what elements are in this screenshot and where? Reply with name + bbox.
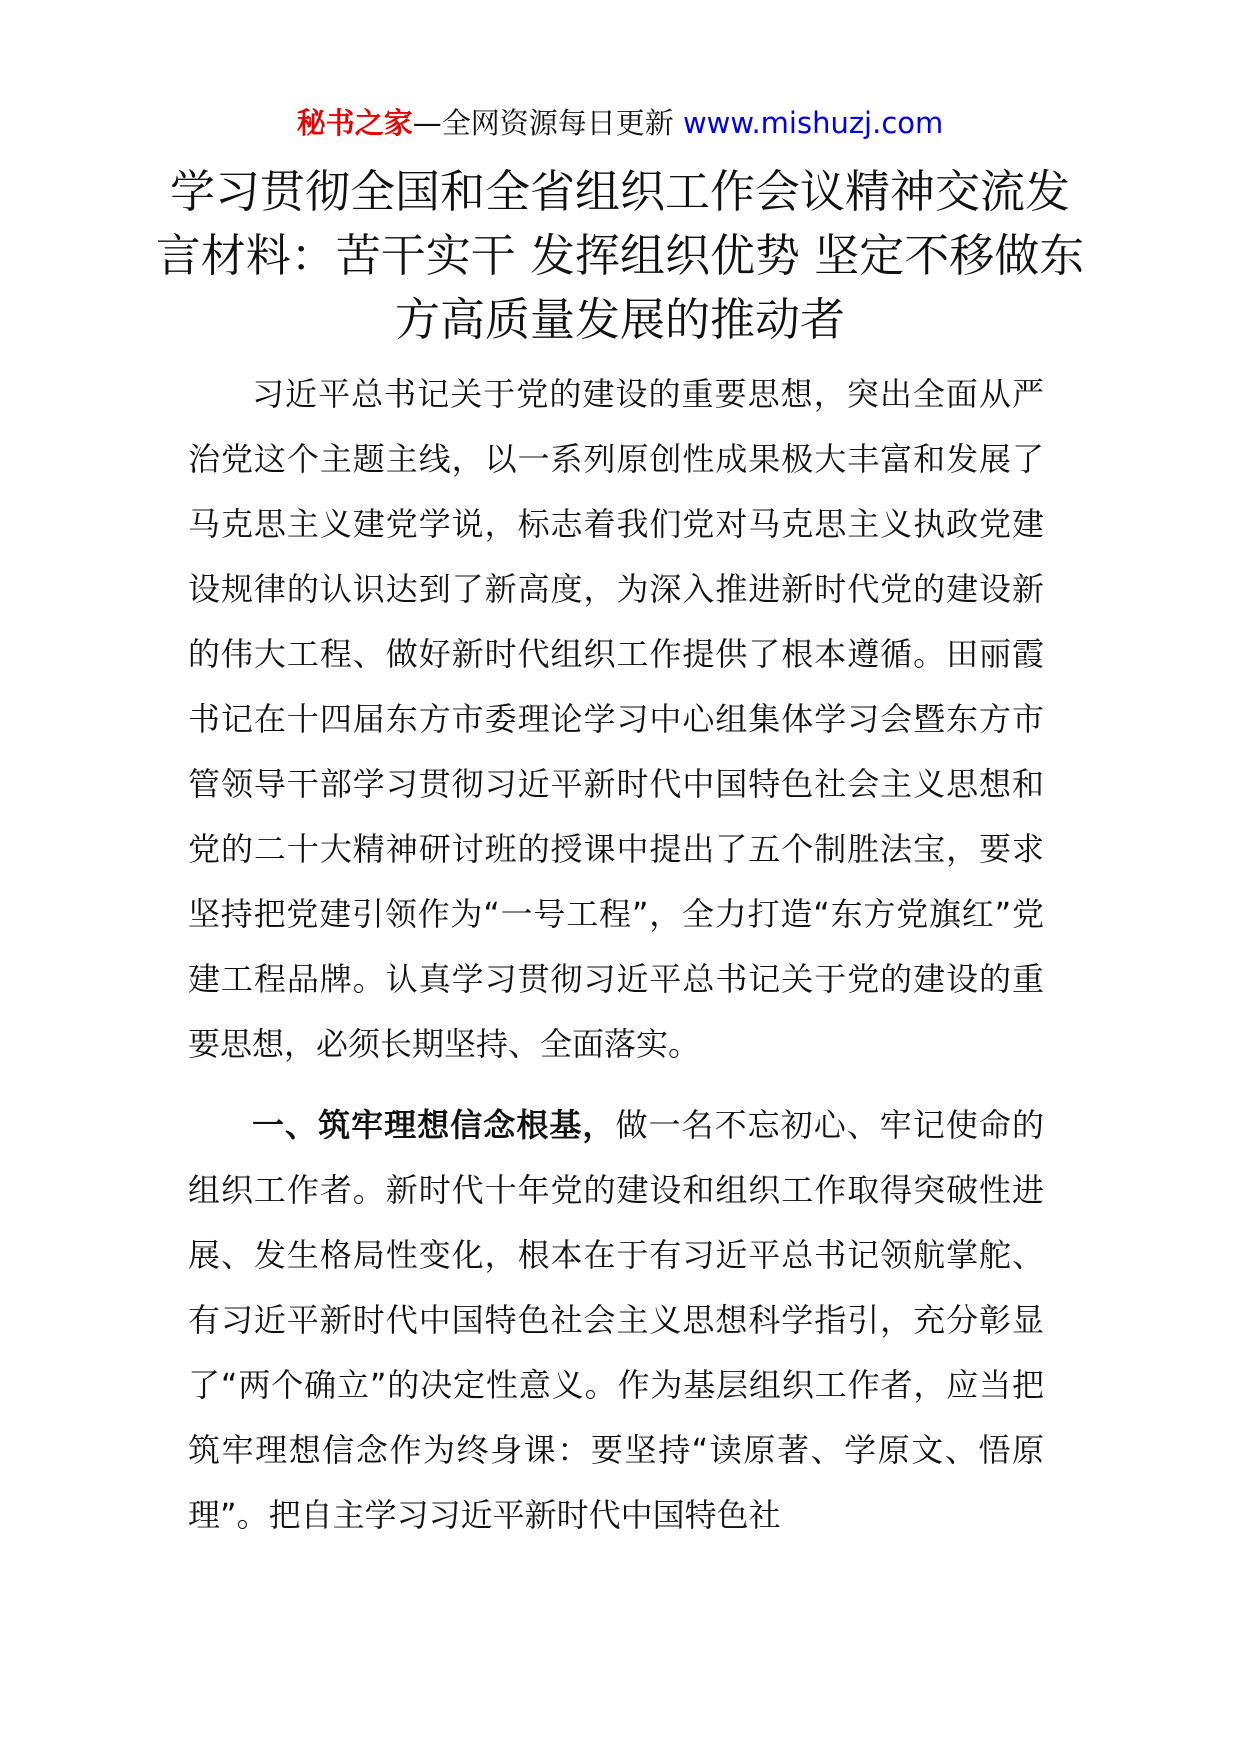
brand-name: 秘书之家	[296, 106, 413, 140]
document-body	[188, 362, 1044, 1564]
paragraph-section-one	[188, 1093, 1044, 1548]
paragraph-intro: 习近平总书记关于党的建设的重要思想，突出全面从严治党这个主题主线，以一系列原创性成果极大丰富和发展了马克思主义建党学说，标志着我们党对马克思主义执政党建设规律的认识达到了新高度，为深入推进新时代党的建设新的伟大工程、做好新时代组织工作提供了根本遵循。田丽霞书记在十四届东方市委理论学习中心组集体学习会暨东方市管领导干部学习贯彻习近平新时代中国特色社会主义思想和党的二十大精神研讨班的授课中提出了五个制胜法宝，要求坚持把党建引领作为“一号工程”，全力打造“东方党旗红”党建工程品牌。认真学习贯彻习近平总书记关于党的建设的重要思想，必须长期坚持、全面落实。	[188, 375, 1044, 1063]
section-one-heading: 一、筑牢理想信念根基，	[252, 1106, 616, 1144]
site-header	[0, 100, 1240, 146]
header-tagline: —全网资源每日更新	[412, 106, 674, 140]
section-one-text: 做一名不忘初心、牢记使命的组织工作者。新时代十年党的建设和组织工作取得突破性进展、发生格局性变化，根本在于有习近平总书记领航掌舵、有习近平新时代中国特色社会主义思想科学指引，充分彰显了“两个确立”的决定性意义。作为基层组织工作者，应当把筑牢理想信念作为终身课：要坚持“读原著、学原文、悟原理”。把自主学习习近平新时代中国特色社	[188, 1106, 1044, 1534]
document-title: 学习贯彻全国和全省组织工作会议精神交流发言材料：苦干实干 发挥组织优势 坚定不移做东方高质量发展的推动者	[155, 165, 1085, 346]
site-url-link[interactable]: www.mishuzj.com	[682, 106, 944, 140]
